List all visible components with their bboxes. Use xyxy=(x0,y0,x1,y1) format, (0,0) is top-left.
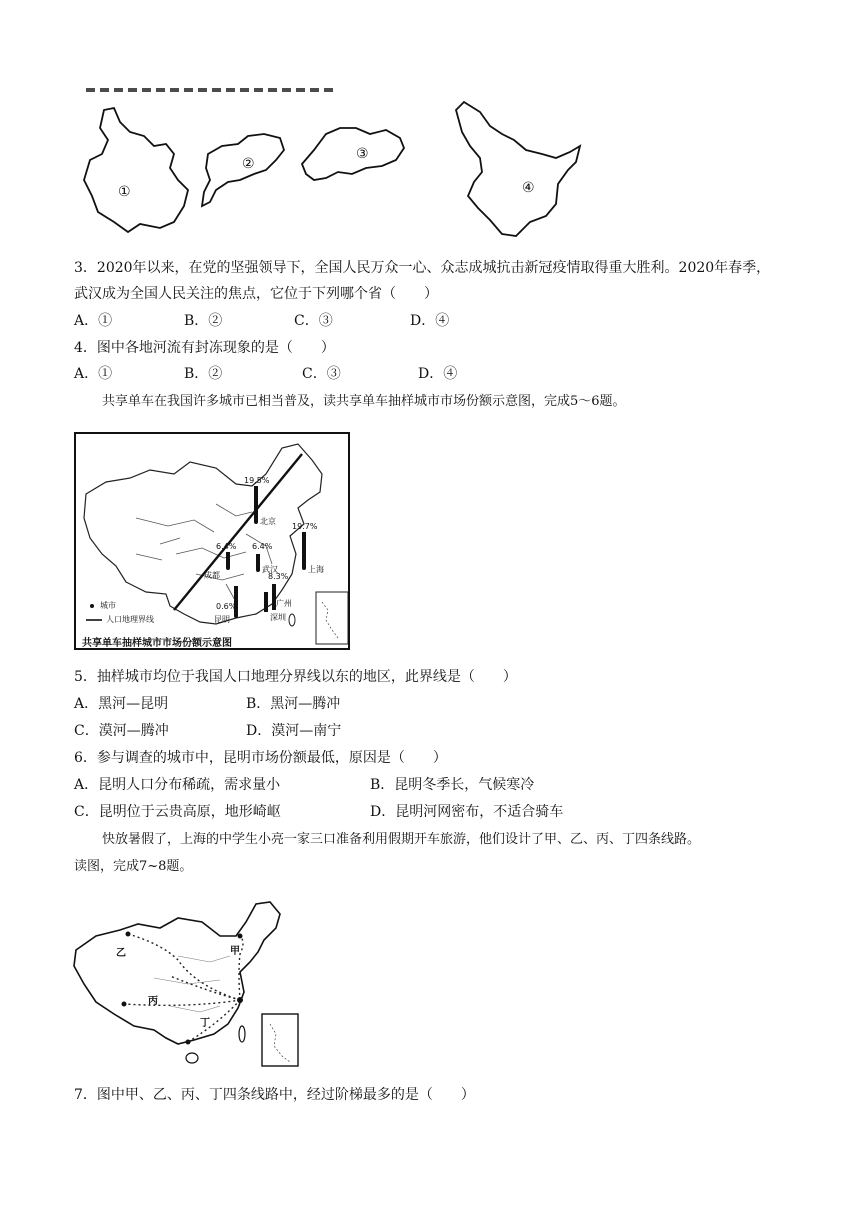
intro-7-8-line1: 快放暑假了，上海的中学生小亮一家三口准备利用假期开车旅游，他们设计了甲、乙、丙、丁四条线路。 xyxy=(102,832,701,847)
bar-shanghai xyxy=(302,532,306,568)
q5-option-c: C．漠河—腾冲 xyxy=(74,723,169,739)
route-map xyxy=(70,896,320,1072)
route-ding xyxy=(188,1000,240,1042)
shared-bike-map xyxy=(74,432,350,650)
q5-option-b: B．黑河—腾冲 xyxy=(246,696,341,712)
q5-option-d: D．漠河—南宁 xyxy=(246,723,342,739)
route-label-ding: 丁 xyxy=(200,1018,210,1029)
q6-stem: 6．参与调查的城市中，昆明市场份额最低，原因是（ ） xyxy=(74,750,447,766)
route-yi xyxy=(128,934,240,1000)
q7-stem: 7．图中甲、乙、丙、丁四条线路中，经过阶梯最多的是（ ） xyxy=(74,1087,475,1103)
marker-3: ③ xyxy=(356,146,369,162)
city-label-shanghai: 上海 xyxy=(308,565,324,574)
province-outline-3 xyxy=(302,128,404,180)
province-outline-1 xyxy=(84,108,188,232)
q4-stem: 4．图中各地河流有封冻现象的是（ ） xyxy=(74,340,335,356)
legend-line-label: 人口地理界线 xyxy=(106,615,154,624)
bar-beijing xyxy=(254,486,258,522)
q3-option-a: A．① xyxy=(74,313,113,329)
q4-option-a: A．① xyxy=(74,366,113,382)
q4-option-c: C．③ xyxy=(302,366,341,382)
q6-option-a: A．昆明人口分布稀疏，需求量小 xyxy=(74,777,281,793)
pct-label-kunming: 0.6% xyxy=(216,602,237,611)
city-label-beijing: 北京 xyxy=(260,517,276,526)
marker-2: ② xyxy=(242,156,255,172)
city-label-guangzhou: 广州 xyxy=(276,599,292,608)
city-label-shenzhen: 深圳 xyxy=(270,613,286,622)
map1-caption: 共享单车抽样城市市场份额示意图 xyxy=(82,638,232,649)
china-map-2 xyxy=(70,896,320,1072)
q5-stem: 5．抽样城市均位于我国人口地理分界线以东的地区，此界线是（ ） xyxy=(74,669,517,685)
q4-option-b: B．② xyxy=(184,366,223,382)
q3-stem-line1: 3．2020年以来，在党的坚强领导下，全国人民万众一心、众志成城抗击新冠疫情取得重大胜利。2020年春季， xyxy=(74,260,771,276)
china-outline xyxy=(84,444,322,624)
route-label-bing: 丙 xyxy=(148,996,158,1007)
city-label-kunming: 昆明 xyxy=(214,615,230,624)
intro-7-8-line2: 读图，完成7~8题。 xyxy=(74,859,193,874)
pct-label-beijing: 19.5% xyxy=(244,476,270,485)
city-label-chengdu: 成都 xyxy=(204,571,220,580)
route-bing xyxy=(124,1000,240,1005)
route-label-yi: 乙 xyxy=(116,948,126,959)
legend-city-label: 城市 xyxy=(100,601,116,610)
pct-label-b: 6.4% xyxy=(216,542,237,551)
pct-label-a: 6.4% xyxy=(252,542,273,551)
q6-option-b: B．昆明冬季长，气候寒冷 xyxy=(370,777,535,793)
q5-option-a: A．黑河—昆明 xyxy=(74,696,169,712)
city-label-wuhan: 武汉 xyxy=(262,565,278,574)
q3-option-d: D．④ xyxy=(410,313,450,329)
intro-5-6: 共享单车在我国许多城市已相当普及，读共享单车抽样城市市场份额示意图，完成5～6题。 xyxy=(102,394,626,409)
bar-chengdu xyxy=(226,552,230,568)
route-label-jia: 甲 xyxy=(230,946,240,957)
marker-1: ① xyxy=(118,184,131,200)
bar-wuhan xyxy=(256,554,260,570)
pct-label-c: 8.3% xyxy=(268,572,289,581)
marker-4: ④ xyxy=(522,180,535,196)
province-outlines xyxy=(70,88,590,240)
south-sea-inset-2 xyxy=(262,1014,298,1066)
bar-shenzhen xyxy=(264,592,268,612)
china-outline-2 xyxy=(74,902,280,1044)
q6-option-c: C．昆明位于云贵高原，地形崎岖 xyxy=(74,804,281,820)
q3-option-b: B．② xyxy=(184,313,223,329)
bar-kunming xyxy=(234,586,238,616)
q3-option-c: C．③ xyxy=(294,313,333,329)
province-outline-4 xyxy=(456,102,580,236)
south-sea-inset xyxy=(316,592,348,644)
q6-option-d: D．昆明河网密布，不适合骑车 xyxy=(370,804,564,820)
q3-stem-line2: 武汉成为全国人民关注的焦点，它位于下列哪个省（ ） xyxy=(74,286,438,302)
q4-option-d: D．④ xyxy=(418,366,458,382)
pct-label-shanghai: 19.7% xyxy=(292,522,318,531)
top-figure xyxy=(70,88,590,240)
